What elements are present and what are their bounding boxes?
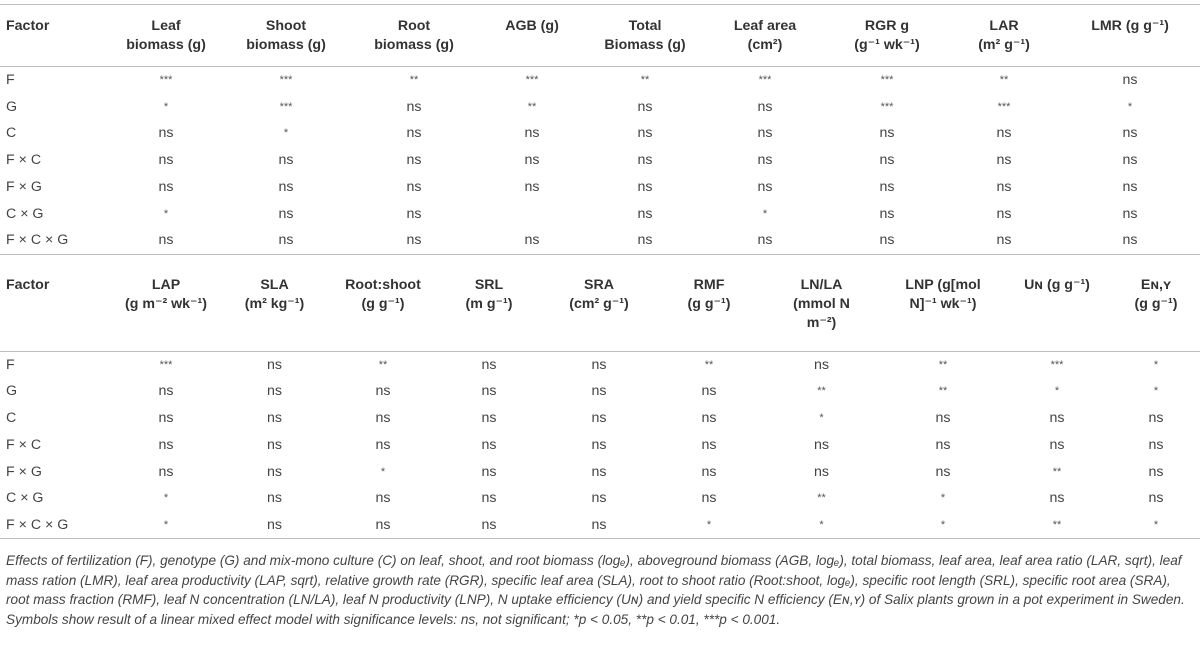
significance-cell: ns	[481, 463, 497, 480]
significance-cell: ns	[814, 436, 829, 453]
column-header-line: N]⁻¹ wk⁻¹)	[909, 296, 977, 312]
significance-cell: ns	[406, 152, 422, 169]
significance-cell: ns	[524, 125, 540, 142]
table-row	[0, 200, 1200, 227]
significance-cell: ns	[327, 512, 439, 539]
significance-cell: ns	[637, 152, 653, 169]
column-header-leaf	[110, 5, 222, 67]
factor-cell: C	[6, 409, 17, 426]
table-row	[0, 351, 1200, 378]
significance-cell: ns	[1122, 72, 1138, 89]
significance-cell: **	[1052, 465, 1062, 478]
significance-cell: ns	[879, 179, 895, 196]
significance-cell: ns	[935, 463, 951, 480]
significance-cell: ns	[1148, 436, 1164, 453]
column-header-line: Shoot	[265, 18, 307, 34]
column-header-line: Root:shoot	[345, 277, 421, 293]
column-header-srl	[439, 264, 539, 351]
significance-cell: ns	[406, 98, 422, 115]
significance-cell: ns	[267, 356, 282, 373]
significance-cell: *	[1054, 385, 1060, 398]
significance-cell: ns	[375, 383, 391, 400]
significance-cell: ns	[701, 463, 717, 480]
caption-significance-legend: Symbols show result of a linear mixed effect model with significance levels: ns, not significant; *p < 0.05, **p < 0.01, ***p < 0.001.	[6, 611, 781, 627]
column-header-sla	[222, 264, 327, 351]
significance-cell: *	[759, 512, 884, 539]
significance-cell: ns	[591, 490, 607, 507]
significance-cell: ns	[1122, 152, 1138, 169]
factor-cell: F × G	[6, 463, 42, 480]
significance-cell: ns	[406, 125, 422, 142]
factor-cell: G	[6, 98, 18, 115]
significance-cell: ns	[158, 179, 174, 196]
significance-cell: ns	[278, 152, 294, 169]
significance-cell: ns	[158, 152, 174, 169]
table-row	[0, 405, 1200, 432]
column-header-shoot	[222, 5, 350, 67]
column-header-line: RGR g	[864, 18, 910, 34]
column-header-line: m⁻²)	[806, 315, 837, 331]
significance-cell: ns	[375, 409, 391, 426]
significance-cell: ns	[935, 409, 951, 426]
significance-cell: ns	[879, 152, 895, 169]
significance-cell: ns	[757, 152, 773, 169]
column-header-line: (g⁻¹ wk⁻¹)	[854, 37, 920, 53]
factor-cell: F × C	[6, 152, 42, 169]
column-header-line: (g g⁻¹)	[687, 296, 731, 312]
significance-cell: **	[640, 74, 650, 87]
significance-cell: ***	[159, 74, 173, 87]
significance-cell: ns	[637, 98, 653, 115]
column-header-line: Factor	[6, 277, 50, 293]
significance-cell: ns	[158, 383, 174, 400]
column-header-line: Total	[628, 18, 662, 34]
column-header-line: SRL	[474, 277, 504, 293]
table-row	[0, 227, 1200, 254]
column-header-root-shoot	[327, 264, 439, 351]
significance-cell: ns	[1049, 409, 1065, 426]
column-header-line: Biomass (g)	[604, 37, 686, 53]
significance-cell: ns	[1049, 490, 1065, 507]
column-header-u-g-g	[1002, 264, 1112, 351]
significance-cell: ns	[158, 125, 174, 142]
significance-cell: **	[938, 385, 948, 398]
column-header-rmf	[659, 264, 759, 351]
significance-cell: ns	[267, 383, 282, 400]
table-row	[0, 174, 1200, 201]
table-row	[0, 485, 1200, 512]
column-header-factor	[0, 5, 110, 67]
significance-cell: *	[163, 207, 169, 220]
significance-cell: ns	[158, 409, 174, 426]
column-header-line: (g g⁻¹)	[361, 296, 405, 312]
column-header-line: (m g⁻¹)	[465, 296, 513, 312]
column-header-line: (cm²)	[747, 37, 783, 53]
significance-cell: ns	[757, 125, 773, 142]
significance-cell: ns	[439, 512, 539, 539]
significance-cell: ***	[758, 74, 772, 87]
column-header-line: SRA	[584, 277, 614, 293]
factor-cell: F × C × G	[0, 227, 110, 254]
significance-cell: ***	[880, 100, 894, 113]
column-header-total	[586, 5, 704, 67]
significance-cell: ns	[1049, 436, 1065, 453]
significance-cell: ns	[481, 490, 497, 507]
column-header-ln-la	[759, 264, 884, 351]
column-header-line: biomass (g)	[246, 37, 326, 53]
factor-cell: C	[6, 125, 17, 142]
significance-cell: ***	[159, 358, 173, 371]
significance-cell: *	[1127, 100, 1133, 113]
significance-cell: ***	[1050, 358, 1064, 371]
significance-cell: ns	[481, 356, 497, 373]
column-header-line: LAP	[151, 277, 181, 293]
column-header-line: LMR (g g⁻¹)	[1091, 18, 1169, 34]
column-header-line: Root	[397, 18, 431, 34]
table-header	[0, 5, 1200, 67]
table-row	[0, 120, 1200, 147]
table-caption	[6, 551, 1191, 629]
table-header	[0, 264, 1200, 351]
significance-cell: ns	[539, 512, 659, 539]
significance-cell: ns	[406, 179, 422, 196]
significance-cell: **	[938, 358, 948, 371]
significance-cell: ns	[1148, 490, 1164, 507]
table-body	[0, 67, 1200, 255]
significance-cell: *	[1153, 358, 1159, 371]
significance-cell	[478, 200, 586, 227]
column-header-line: (m² kg⁻¹)	[244, 296, 305, 312]
caption-description: Effects of fertilization (F), genotype (G) and mix-mono culture (C) on leaf, shoot, and root biomass (logₑ), aboveground biomass (AGB, logₑ), total biomass, leaf area, leaf area ratio (LAR, sqrt), leaf mass ration (LMR), leaf area productivity (LAP, sqrt), relative growth rate (RGR), specific leaf area (SLA), root to shoot ratio (Root:shoot, logₑ), specific root length (SRL), specific root area (SRA), root mass fraction (RMF), leaf N concentration (LN/LA), leaf N productivity (LNP), N uptake efficiency (Uɴ) and yield specific N efficiency (Eɴ,ʏ) of Salix plants grown in a pot experiment in Sweden.	[6, 553, 1185, 607]
table-row	[0, 378, 1200, 405]
column-header-e	[1112, 264, 1200, 351]
column-header-line: LN/LA	[800, 277, 843, 293]
factor-cell: F	[6, 72, 15, 89]
significance-cell: ns	[350, 227, 478, 254]
significance-cell: ns	[996, 205, 1012, 222]
significance-cell: **	[409, 74, 419, 87]
significance-cell: ns	[1148, 463, 1164, 480]
column-header-line: Leaf area	[733, 18, 797, 34]
column-header-agb-g	[478, 5, 586, 67]
significance-cell: ns	[591, 383, 607, 400]
significance-cell: ns	[524, 152, 540, 169]
significance-cell: ns	[267, 436, 282, 453]
significance-cell: ns	[278, 205, 294, 222]
significance-cell: ns	[267, 463, 282, 480]
significance-cell: ns	[222, 512, 327, 539]
significance-cell: ns	[757, 98, 773, 115]
significance-cell: *	[762, 207, 768, 220]
column-header-line: Uɴ (g g⁻¹)	[1024, 277, 1090, 293]
significance-cell: *	[163, 492, 169, 505]
significance-cell: ns	[591, 436, 607, 453]
column-header-lar	[948, 5, 1060, 67]
header-row	[0, 5, 1200, 67]
column-header-line: (g g⁻¹)	[1134, 296, 1178, 312]
significance-cell: ns	[375, 490, 391, 507]
column-header-rgr-g	[826, 5, 948, 67]
significance-cell: **	[1002, 512, 1112, 539]
table-body	[0, 351, 1200, 539]
significance-cell: ns	[1122, 125, 1138, 142]
column-header-line: RMF	[693, 277, 725, 293]
significance-cell: *	[1112, 512, 1200, 539]
significance-table-traits	[0, 264, 1200, 539]
significance-cell: ns	[701, 436, 717, 453]
column-header-line: SLA	[260, 277, 289, 293]
significance-cell: **	[704, 358, 714, 371]
column-header-lap	[110, 264, 222, 351]
significance-cell: ns	[701, 490, 717, 507]
factor-cell: C × G	[6, 490, 44, 507]
significance-cell: *	[110, 512, 222, 539]
significance-cell: ***	[997, 100, 1011, 113]
significance-cell: ns	[478, 227, 586, 254]
significance-cell: ns	[826, 227, 948, 254]
significance-cell: ns	[1148, 409, 1164, 426]
significance-cell: ns	[637, 205, 653, 222]
significance-cell: *	[163, 100, 169, 113]
significance-cell: ns	[267, 409, 282, 426]
header-row	[0, 264, 1200, 351]
significance-cell: ***	[525, 74, 539, 87]
significance-cell: ns	[586, 227, 704, 254]
table-row	[0, 431, 1200, 458]
column-header-line: Leaf	[151, 18, 181, 34]
significance-cell: *	[659, 512, 759, 539]
significance-cell: ns	[757, 179, 773, 196]
column-header-line: LNP (g[mol	[905, 277, 981, 293]
column-header-line: biomass (g)	[374, 37, 454, 53]
column-header-sra	[539, 264, 659, 351]
factor-cell: F × C × G	[0, 512, 110, 539]
column-header-root	[350, 5, 478, 67]
significance-cell: ns	[879, 205, 895, 222]
column-header-line: (mmol N	[793, 296, 850, 312]
column-header-line: biomass (g)	[126, 37, 206, 53]
factor-cell: C × G	[6, 205, 44, 222]
significance-cell: ns	[637, 125, 653, 142]
significance-cell: ns	[814, 463, 829, 480]
significance-cell: ns	[524, 179, 540, 196]
significance-cell: ns	[481, 383, 497, 400]
significance-cell: ns	[591, 463, 607, 480]
significance-cell: **	[527, 100, 537, 113]
significance-cell: *	[819, 411, 824, 424]
significance-table-biomass	[0, 4, 1200, 255]
significance-cell: ns	[158, 436, 174, 453]
significance-cell: *	[940, 492, 946, 505]
significance-cell: ns	[406, 205, 422, 222]
column-header-line: (g m⁻² wk⁻¹)	[125, 296, 207, 312]
significance-cell: *	[283, 127, 289, 140]
significance-cell: ns	[704, 227, 826, 254]
significance-cell: ns	[701, 409, 717, 426]
significance-cell: ns	[158, 463, 174, 480]
significance-cell: ns	[278, 179, 294, 196]
significance-cell: ns	[375, 436, 391, 453]
column-header-line: AGB (g)	[505, 18, 559, 34]
table-row	[0, 512, 1200, 539]
significance-cell: ns	[996, 179, 1012, 196]
significance-cell: *	[1153, 385, 1159, 398]
significance-cell: ns	[591, 356, 607, 373]
significance-cell: ns	[591, 409, 607, 426]
table-row	[0, 147, 1200, 174]
significance-cell: ns	[996, 125, 1012, 142]
significance-cell: ns	[814, 356, 829, 373]
significance-cell: **	[817, 385, 826, 398]
factor-cell: F × C	[6, 436, 42, 453]
significance-cell: ns	[481, 436, 497, 453]
column-header-factor	[0, 264, 110, 351]
column-header-line: (m² g⁻¹)	[978, 37, 1030, 53]
factor-cell: F	[6, 356, 15, 373]
significance-cell: ns	[267, 490, 282, 507]
column-header-line: (cm² g⁻¹)	[569, 296, 629, 312]
significance-cell: ns	[1060, 227, 1200, 254]
table-row	[0, 458, 1200, 485]
significance-cell: ns	[110, 227, 222, 254]
significance-cell: ns	[222, 227, 350, 254]
table-row	[0, 93, 1200, 120]
significance-cell: **	[817, 492, 826, 505]
factor-cell: G	[6, 383, 18, 400]
significance-cell: ***	[880, 74, 894, 87]
column-header-line: LAR	[989, 18, 1019, 34]
column-header-leaf-area	[704, 5, 826, 67]
significance-cell: ***	[279, 100, 293, 113]
column-header-lmr-g-g	[1060, 5, 1200, 67]
significance-cell: ns	[1122, 179, 1138, 196]
table-row	[0, 67, 1200, 94]
significance-cell: ns	[1122, 205, 1138, 222]
significance-cell: ns	[879, 125, 895, 142]
column-header-line: Factor	[6, 18, 50, 34]
column-header-lnp-g-mol	[884, 264, 1002, 351]
factor-cell: F × G	[6, 179, 42, 196]
significance-cell: ns	[481, 409, 497, 426]
significance-cell: ns	[701, 383, 717, 400]
significance-cell: ns	[948, 227, 1060, 254]
significance-cell: ns	[996, 152, 1012, 169]
significance-cell: **	[999, 74, 1009, 87]
significance-cell: *	[884, 512, 1002, 539]
significance-cell: *	[380, 465, 386, 478]
significance-cell: **	[378, 358, 388, 371]
significance-cell: ***	[279, 74, 293, 87]
significance-cell: ns	[637, 179, 653, 196]
significance-cell: ns	[935, 436, 951, 453]
column-header-line: Eɴ,ʏ	[1140, 277, 1172, 293]
